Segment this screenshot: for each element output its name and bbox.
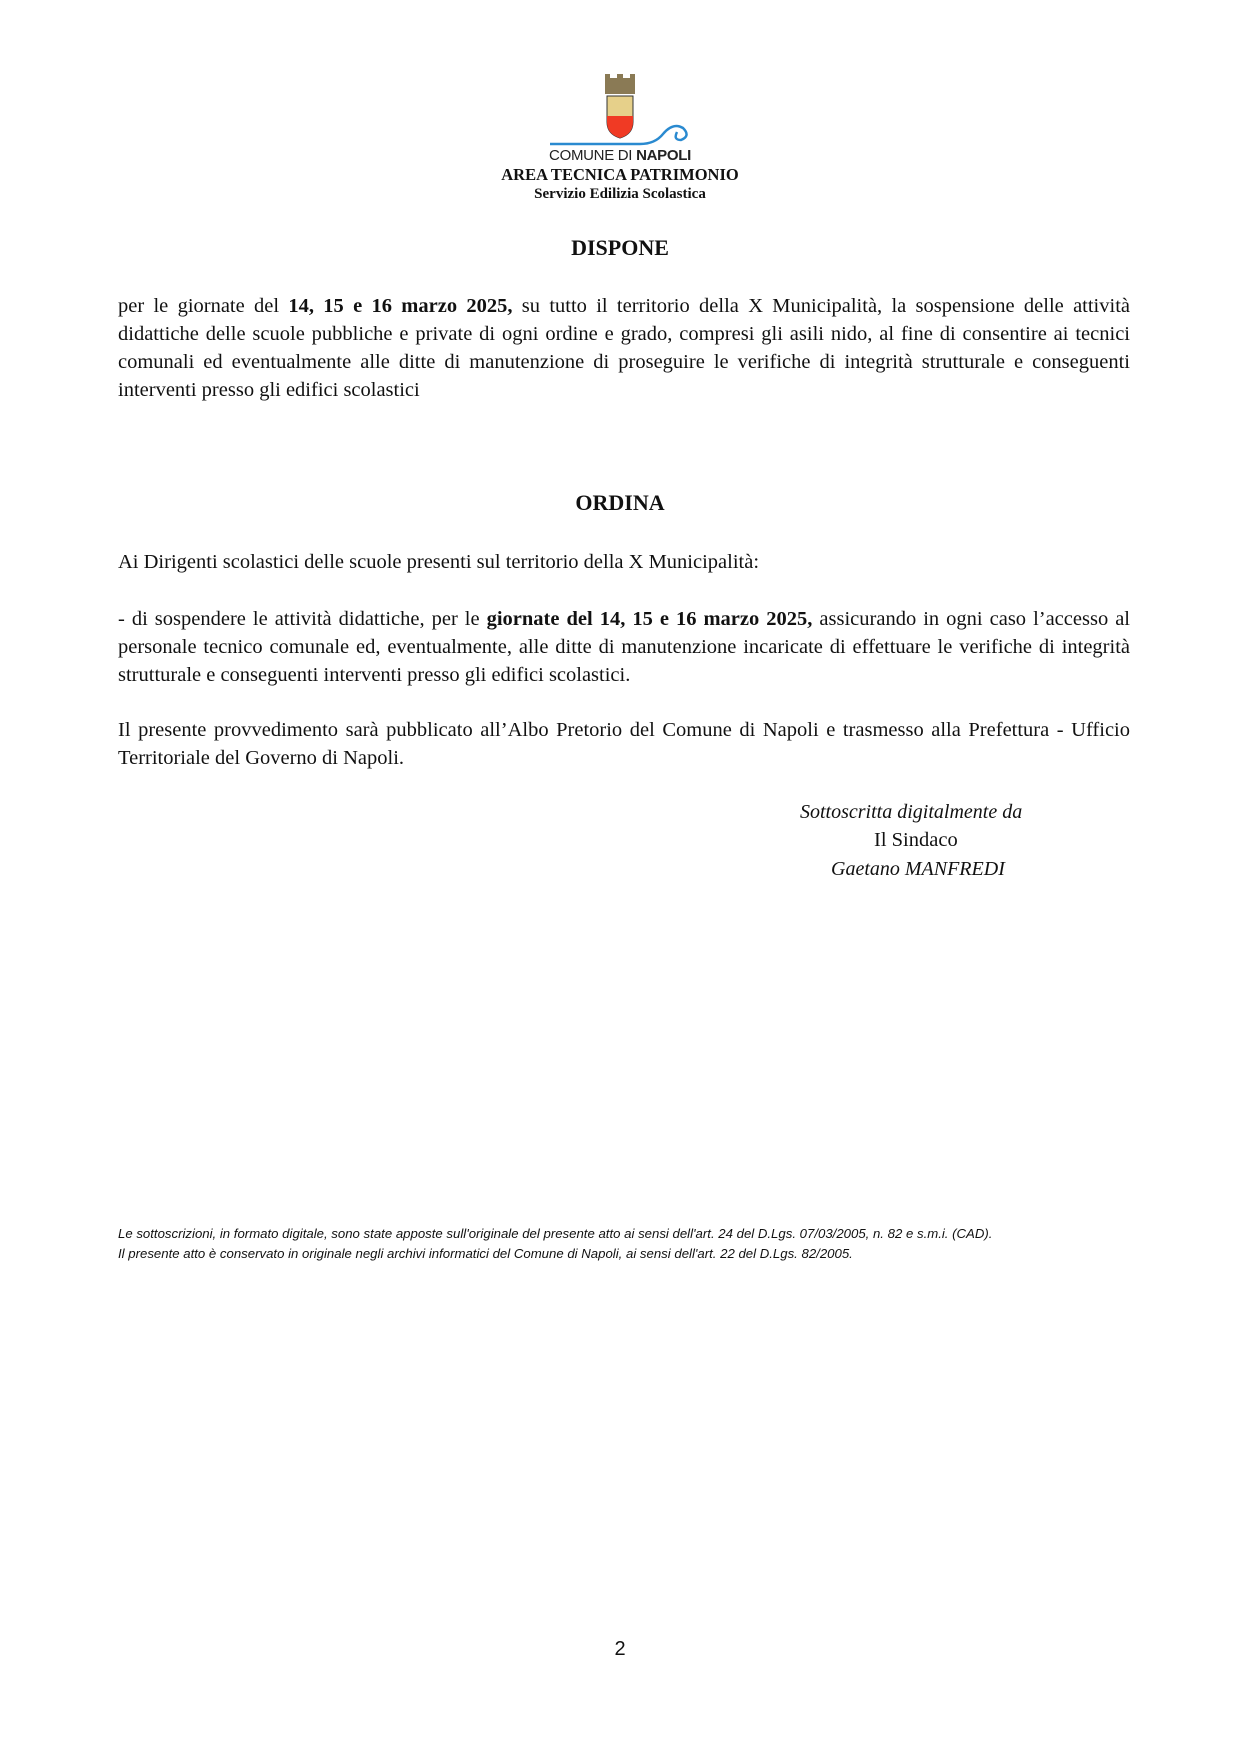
- comune-di-napoli-logo: [545, 74, 695, 152]
- dispone-heading: DISPONE: [571, 235, 669, 260]
- ordina-heading: ORDINA: [575, 490, 665, 515]
- service-name: Servizio Edilizia Scolastica: [534, 186, 706, 202]
- logo-text-regular: COMUNE DI: [549, 147, 637, 164]
- department-name: AREA TECNICA PATRIMONIO: [501, 165, 739, 184]
- dates-bold: giornate del 14, 15 e 16 marzo 2025,: [486, 608, 813, 630]
- logo-text-bold: NAPOLI: [636, 147, 691, 164]
- text: assicurando in ogni caso l’accesso al personale tecnico comunale ed, eventualmente, alle ditte di manutenzione incaricate di effettuare le verifiche di integrità strutturale e conseguenti interventi presso gli edifici scolastici.: [118, 608, 1130, 686]
- publication-paragraph: Il presente provvedimento sarà pubblicato all’Albo Pretorio del Comune di Napoli e trasmesso alla Prefettura - Ufficio Territoriale del Governo di Napoli.: [118, 719, 1130, 769]
- signature-line3: Gaetano MANFREDI: [831, 858, 1005, 880]
- text: per le giornate del: [118, 295, 289, 317]
- footer-note-1: Le sottoscrizioni, in formato digitale, sono state apposte sull'originale del presente atto ai sensi dell'art. 24 del D.Lgs. 07/03/2005, n. 82 e s.m.i. (CAD).: [118, 1226, 993, 1241]
- dates-bold: 14, 15 e 16 marzo 2025,: [288, 295, 513, 317]
- text: - di sospendere le attività didattiche, per le: [118, 608, 487, 630]
- text: su tutto il territorio della X Municipalità, la sospensione delle attività didattiche delle scuole pubbliche e private di ogni ordine e grado, compresi gli asili nido, al fine di consentire ai tecnici comunali ed eventualmente alle ditte di manutenzione di proseguire le verifiche di integrità strutturale e conseguenti interventi presso gli edifici scolastici: [118, 295, 1130, 401]
- logo-text: [0, 147, 1240, 164]
- ordina-intro: Ai Dirigenti scolastici delle scuole presenti sul territorio della X Municipalità:: [118, 551, 760, 573]
- signature-line1: Sottoscritta digitalmente da: [800, 801, 1023, 823]
- ordina-item: [118, 605, 1130, 689]
- dispone-paragraph: [118, 292, 1130, 404]
- footer-note-2: Il presente atto è conservato in originale negli archivi informatici del Comune di Napoli, ai sensi dell'art. 22 del D.Lgs. 82/2005.: [118, 1246, 853, 1261]
- signature-line2: Il Sindaco: [874, 829, 958, 851]
- page-number: 2: [614, 1638, 626, 1660]
